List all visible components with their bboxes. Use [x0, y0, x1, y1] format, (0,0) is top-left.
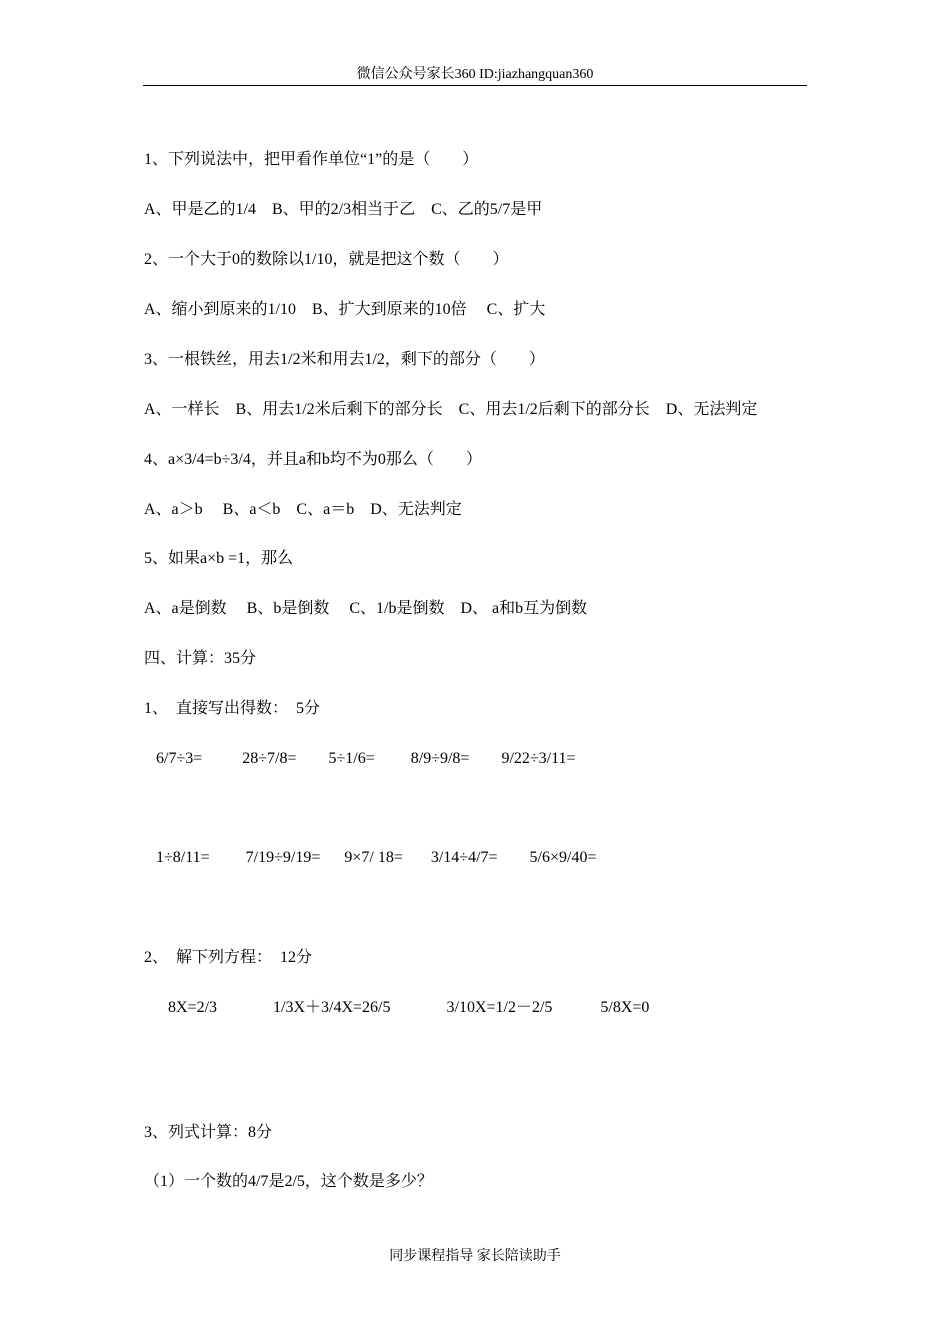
subsection-direct-answers: 1、 直接写出得数： 5分: [144, 700, 321, 717]
question-5: 5、如果a×b =1，那么: [144, 550, 294, 567]
subsection-equations: 2、 解下列方程： 12分: [144, 949, 313, 966]
direct-answers-row-1: 6/7÷3= 28÷7/8= 5÷1/6= 8/9÷9/8= 9/22÷3/11=: [144, 750, 576, 767]
header-divider: [143, 85, 807, 86]
question-3: 3、一根铁丝，用去1/2米和用去1/2，剩下的部分（ ）: [144, 351, 545, 368]
direct-answers-row-2: 1÷8/11= 7/19÷9/19= 9×7/ 18= 3/14÷4/7= 5/6×9/40=: [144, 849, 597, 866]
written-calculation-item-1: （1）一个数的4/7是2/5，这个数是多少？: [144, 1173, 433, 1190]
question-5-options: A、a是倒数 B、b是倒数 C、1/b是倒数 D、 a和b互为倒数: [144, 600, 588, 617]
equations-row: 8X=2/3 1/3X＋3/4X=26/5 3/10X=1/2－2/5 5/8X=0: [144, 999, 650, 1016]
question-1-options: A、甲是乙的1/4 B、甲的2/3相当于乙 C、乙的5/7是甲: [144, 201, 543, 218]
question-3-options: A、一样长 B、用去1/2米后剩下的部分长 C、用去1/2后剩下的部分长 D、无法判定: [144, 401, 758, 418]
subsection-written-calculation: 3、列式计算：8分: [144, 1124, 273, 1141]
page-header: 微信公众号家长360 ID:jiazhangquan360: [356, 67, 594, 82]
question-4-options: A、a＞b B、a＜b C、a＝b D、无法判定: [144, 501, 462, 518]
question-2-options: A、缩小到原来的1/10 B、扩大到原来的10倍 C、扩大: [144, 301, 546, 318]
question-1: 1、下列说法中，把甲看作单位“1”的是（ ）: [144, 151, 479, 168]
question-2: 2、一个大于0的数除以1/10，就是把这个数（ ）: [144, 251, 509, 268]
section-title-calculation: 四、计算：35分: [144, 650, 257, 667]
page-footer: 同步课程指导 家长陪读助手: [389, 1249, 561, 1264]
question-4: 4、a×3/4=b÷3/4，并且a和b均不为0那么（ ）: [144, 451, 482, 468]
